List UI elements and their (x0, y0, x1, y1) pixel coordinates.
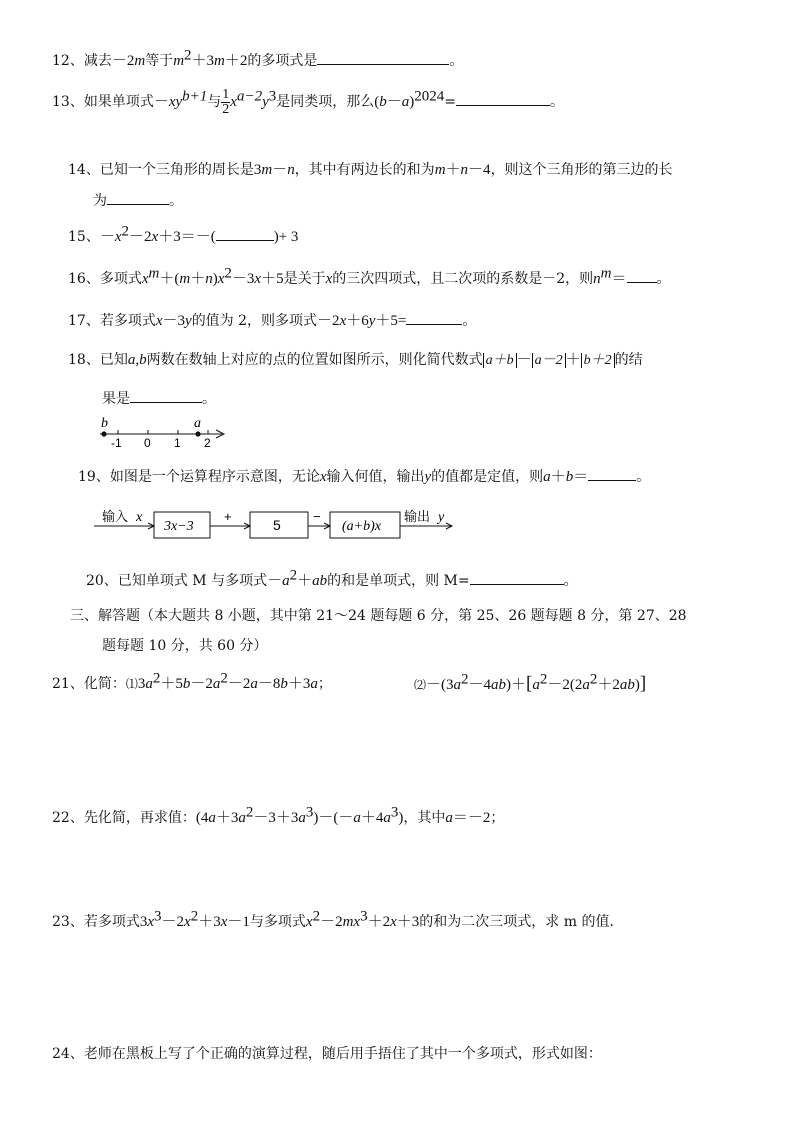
question-18: 18、已知a,b两数在数轴上对应的点的位置如图所示，则化简代数式 a＋b － a－2 ＋ b＋2 的结 (68, 352, 643, 368)
question-18-line2: 果是 。 (102, 388, 216, 409)
answer-blank[interactable] (406, 310, 462, 325)
answer-blank[interactable] (588, 466, 636, 481)
tick-label: -1 (111, 436, 122, 450)
svg-text:(a+b)x: (a+b)x (342, 519, 381, 534)
question-21-part2: $⑵-(3a^2-4ab)+[a^2-2(2a^2+2ab)]$ (414, 671, 647, 694)
tick-label: 1 (174, 436, 181, 450)
answer-blank[interactable] (627, 268, 657, 283)
answer-blank[interactable] (456, 91, 550, 106)
tick-label: 2 (204, 436, 211, 450)
answer-blank[interactable] (107, 190, 169, 205)
question-19: 19、如图是一个运算程序示意图，无论x输入何值，输出y的值都是定值，则a＋b＝ 。 (78, 466, 650, 487)
answer-blank[interactable] (470, 570, 564, 585)
svg-text:x: x (136, 510, 143, 525)
label-a: a (194, 416, 201, 431)
question-14: 14、已知一个三角形的周长是3m－n，其中有两边长的和为m＋n－4，则这个三角形的第三边的长 (68, 162, 673, 178)
svg-text:3x−3: 3x−3 (164, 519, 194, 534)
svg-text:+: + (224, 509, 232, 524)
svg-text:y: y (438, 510, 445, 525)
svg-text:−: − (313, 509, 321, 524)
question-13: 13、如果单项式$-xy^{b+1}$与 $\frac{1}{2}$ $x^{a-2}y^3$是同类项，那么$(b-a)^{2024}=$ 。 (52, 86, 565, 117)
answer-blank[interactable] (216, 226, 274, 241)
point-a (195, 431, 200, 436)
question-14-line2: 为 。 (93, 190, 183, 211)
svg-text:5: 5 (273, 517, 281, 533)
question-21: 21、化简：$⑴3a^2+5b-2a^2-2a-8b+3a$； (52, 670, 332, 692)
tick-label: 0 (144, 436, 151, 450)
section-3-heading: 三、解答题（本大题共 8 小题，其中第 21～24 题每题 6 分，第 25、26 题每题 8 分，第 27、28 (70, 608, 687, 624)
svg-text:输入: 输入 (102, 509, 129, 524)
question-24: 24、老师在黑板上写了个正确的演算过程，随后用手捂住了其中一个多项式，形式如图： (52, 1046, 602, 1062)
question-15: 15、$-x^2-2x+3=-$( )+ 3 (68, 223, 299, 245)
answer-blank[interactable] (317, 50, 449, 65)
question-16: 16、多项式$x^m+(m+n)x^2-3x+5$是关于x的三次四项式，且二次项的系数是－2，则$n^m=$ 。 (68, 265, 671, 287)
question-23: 23、若多项式$3x^3-2x^2+3x-1$与多项式$x^2-2mx^3+2x+3$的和为二次三项式，求 m 的值. (52, 908, 614, 930)
number-line (90, 414, 230, 450)
label-b: b (101, 416, 108, 431)
fraction-one-half: $\frac{1}{2}$ (222, 86, 230, 117)
question-20: 20、已知单项式 M 与多项式$-a^2+ab$的和是单项式，则 M= 。 (86, 567, 578, 589)
question-22: 22、先化简，再求值：$(4a+3a^2-3+3a^3)-(-a+4a^3)$，其中a＝－2； (52, 804, 505, 826)
question-12: 12、减去－2m等于$m^2+3m+2$的多项式是 。 (52, 47, 464, 69)
point-b (101, 431, 106, 436)
section-3-heading-line2: 题每题 10 分，共 60 分） (102, 638, 268, 654)
answer-blank[interactable] (130, 388, 202, 403)
flow-diagram (92, 504, 460, 544)
svg-text:输出: 输出 (404, 509, 431, 524)
question-17: 17、若多项式x－3y的值为 2，则多项式－2x＋6y＋5= 。 (68, 310, 476, 331)
